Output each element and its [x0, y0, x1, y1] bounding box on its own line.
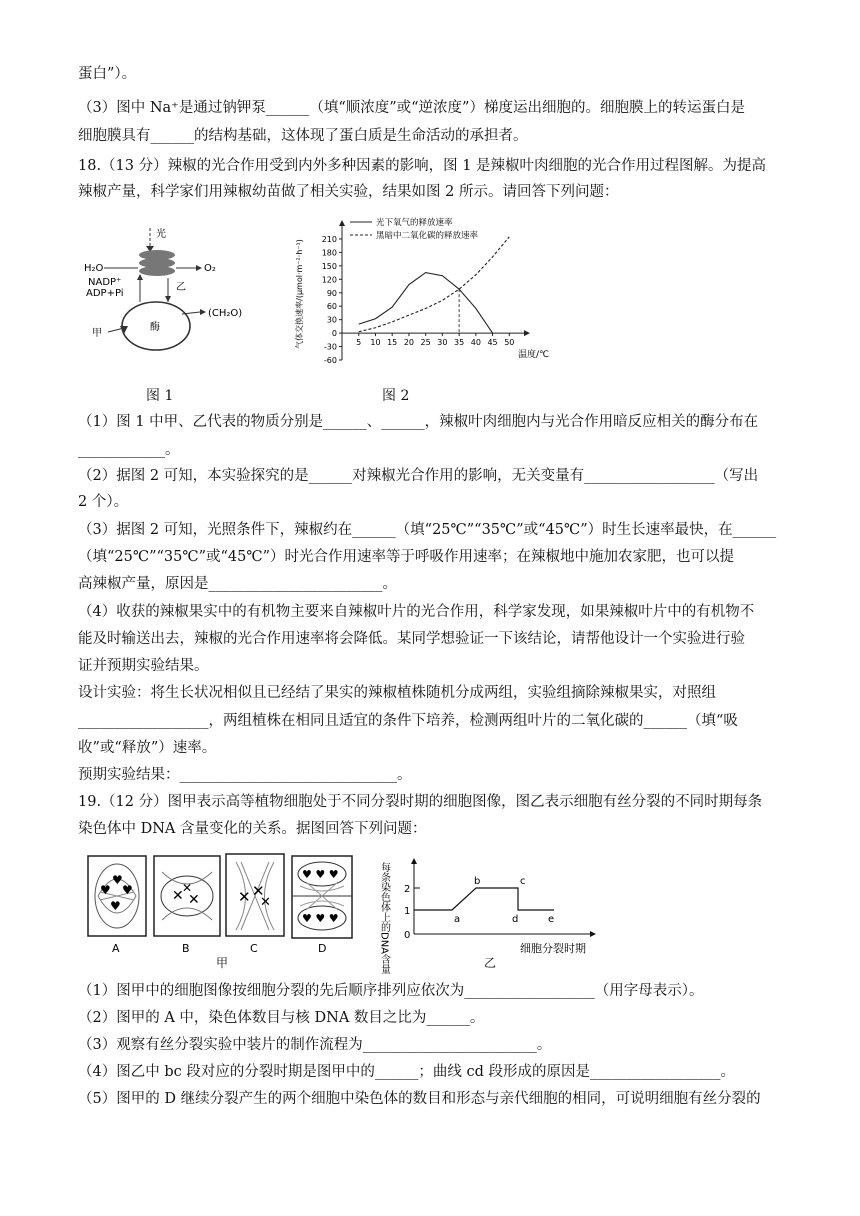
- text-line: ____________。: [78, 442, 180, 458]
- x-tick-label: 20: [403, 338, 415, 348]
- x-tick-label: 5: [356, 338, 362, 348]
- text-line: 2 个）。: [78, 494, 129, 510]
- svg-text:♥ ♥ ♥: ♥ ♥ ♥: [302, 912, 339, 925]
- y-axis-arrow: [339, 220, 345, 226]
- figure-2-caption: 图 2: [382, 388, 410, 404]
- svg-text:♥: ♥: [100, 883, 111, 897]
- x-tick-label: 10: [370, 338, 381, 348]
- y-tick-label: -30: [323, 342, 337, 352]
- fig-yi-point-c: c: [520, 876, 526, 887]
- y-tick-label: 90: [326, 288, 337, 298]
- y-tick-label: 120: [321, 275, 337, 285]
- svg-text:✕: ✕: [182, 881, 193, 895]
- text-line: 染色体中 DNA 含量变化的关系。据图回答下列问题：: [78, 821, 427, 837]
- y-tick-label: 150: [321, 261, 337, 271]
- question-18-header: 18.（13 分）辣椒的光合作用受到内外多种因素的影响，图 1 是辣椒叶肉细胞的光合作用过程图解。为提高: [78, 158, 767, 174]
- figure-1-caption: 图 1: [146, 388, 174, 404]
- y-tick-label: 30: [326, 315, 337, 325]
- y-tick-label: 180: [321, 248, 337, 258]
- text-line: （1）图甲中的细胞图像按细胞分裂的先后顺序排列应依次为__________________（用字母表示）。: [78, 983, 704, 999]
- text-line: （填“25℃”“35℃”或“45℃”）时光合作用速率等于呼吸作用速率；在辣椒地中施加农家肥，也可以提: [78, 549, 734, 565]
- cell-B: [154, 856, 220, 955]
- x-tick-label: 35: [454, 338, 465, 348]
- text-line: __________________，两组植株在相同且适宜的条件下培养，检测两组叶片的二氧化碳的______（填“吸: [78, 713, 738, 729]
- text-line: （4）收获的辣椒果实中的有机物主要来自辣椒叶片的光合作用，科学家发现，如果辣椒叶片中的有机物不: [78, 604, 755, 620]
- text-line: （1）图 1 中甲、乙代表的物质分别是______、______，辣椒叶肉细胞内与光合作用暗反应相关的酶分布在: [78, 414, 759, 430]
- x-axis-arrow: [524, 330, 530, 336]
- cell-A: [88, 856, 146, 955]
- series-line-0: [359, 273, 493, 334]
- cell-D-label: D: [318, 942, 327, 955]
- fig-yi-xlabel: 细胞分裂时期: [520, 942, 586, 955]
- figure-jia-caption: 甲: [216, 956, 229, 970]
- x-tick-label: 30: [437, 338, 448, 348]
- fig1-enzyme-label: 酶: [150, 322, 160, 333]
- cell-D: [292, 856, 352, 955]
- legend-label-1: 黑暗中二氧化碳的释放速率: [376, 231, 479, 241]
- svg-text:✕: ✕: [238, 888, 251, 906]
- legend-label-0: 光下氧气的释放速率: [376, 218, 453, 228]
- svg-text:✕: ✕: [260, 895, 271, 910]
- svg-text:✕: ✕: [172, 888, 184, 904]
- text-line: 证并预期实验结果。: [78, 658, 209, 674]
- text-line: 蛋白”）。: [78, 66, 137, 82]
- x-tick-label: 45: [487, 338, 498, 348]
- x-tick-label: 40: [470, 338, 481, 348]
- x-tick-label: 15: [387, 338, 398, 348]
- text-line: 收”或“释放”）速率。: [78, 740, 217, 756]
- question-19-header: 19.（12 分）图甲表示高等植物细胞处于不同分裂时期的细胞图像，图乙表示细胞有丝分裂的不同时期每条: [78, 794, 763, 810]
- cell-A-label: A: [112, 942, 120, 955]
- text-line: （2）据图 2 可知，本实验探究的是______对辣椒光合作用的影响，无关变量有__________________（写出: [78, 468, 759, 484]
- figure-yi-graph: [378, 852, 610, 975]
- y-tick-label: 0: [331, 329, 337, 339]
- figure-jia-cells: [86, 852, 356, 962]
- fig-yi-ytick-1: 1: [404, 906, 411, 917]
- svg-text:♥ ♥ ♥: ♥ ♥ ♥: [302, 868, 339, 881]
- fig1-light-label: 光: [156, 229, 166, 240]
- text-line: （5）图甲的 D 继续分裂产生的两个细胞中染色体的数目和形态与亲代细胞的相同，可说明细胞有丝分裂的: [78, 1091, 761, 1107]
- text-line: （2）图甲的 A 中，染色体数目与核 DNA 数目之比为______。: [78, 1010, 485, 1026]
- fig-yi-point-e: e: [548, 914, 555, 925]
- cell-C: [226, 854, 284, 955]
- fig-yi-ylabel: 每条染色体上的DNA含量: [378, 862, 390, 975]
- y-tick-label: 60: [326, 302, 337, 312]
- text-line: 预期实验结果：______________________________。: [78, 767, 412, 783]
- fig-yi-point-b: b: [474, 876, 481, 887]
- series-line-1: [359, 237, 510, 332]
- fig-yi-ytick-2: 2: [404, 884, 411, 895]
- figure-yi-caption: 乙: [484, 956, 497, 970]
- y-axis-label: 气体交换速率/(μmol·m⁻²·h⁻¹): [295, 239, 304, 349]
- svg-text:✕: ✕: [188, 892, 200, 908]
- cell-C-label: C: [250, 942, 258, 955]
- y-tick-label: 210: [321, 234, 337, 244]
- text-line: （3）图中 Na⁺是通过钠钾泵______（填“顺浓度”或“逆浓度”）梯度运出细胞的。细胞膜上的转运蛋白是: [78, 100, 745, 116]
- svg-text:✕: ✕: [252, 882, 265, 900]
- fig-yi-point-d: d: [512, 914, 519, 925]
- fig-yi-point-a: a: [454, 914, 461, 925]
- fig1-ch2o-label: (CH₂O): [208, 308, 243, 319]
- cell-B-label: B: [182, 942, 190, 955]
- x-axis-label: 温度/℃: [518, 350, 550, 361]
- y-tick-label: -60: [323, 356, 337, 365]
- fig1-adp-label: ADP+Pi: [86, 288, 124, 299]
- x-tick-label: 25: [420, 338, 431, 348]
- text-line: （3）据图 2 可知，光照条件下，辣椒约在______（填“25℃”“35℃”或“45℃”）时生长速率最快，在______: [78, 522, 777, 538]
- svg-text:♥: ♥: [122, 883, 133, 897]
- svg-text:♥: ♥: [112, 873, 123, 887]
- fig1-nadp-label: NADP⁺: [88, 277, 122, 288]
- text-line: 高辣椒产量，原因是________________________。: [78, 576, 397, 592]
- fig1-h2o-label: H₂O: [84, 263, 104, 274]
- fig1-jia-label: 甲: [92, 328, 102, 339]
- text-line: 能及时输送出去，辣椒的光合作用速率将会降低。某同学想验证一下该结论，请帮他设计一个实验进行验: [78, 631, 745, 647]
- figure-2-chart: [290, 212, 570, 372]
- text-line: 辣椒产量，科学家们用辣椒幼苗做了相关实验，结果如图 2 所示。请回答下列问题：: [78, 184, 619, 200]
- text-line: （4）图乙中 bc 段对应的分裂时期是图甲中的______；曲线 cd 段形成的原因是__________________。: [78, 1064, 735, 1080]
- svg-text:♥: ♥: [110, 899, 121, 913]
- fig-yi-ytick-0: 0: [404, 930, 411, 941]
- fig1-yi-label: 乙: [176, 282, 186, 293]
- figure-1-diagram: [84, 222, 264, 372]
- text-line: 细胞膜具有______的结构基础，这体现了蛋白质是生命活动的承担者。: [78, 128, 528, 144]
- x-tick-label: 50: [504, 338, 515, 348]
- text-line: （3）观察有丝分裂实验中装片的制作流程为________________________。: [78, 1037, 552, 1053]
- text-line: 设计实验：将生长状况相似且已经结了果实的辣椒植株随机分成两组，实验组摘除辣椒果实，对照组: [78, 685, 716, 701]
- fig1-o2-label: O₂: [204, 263, 216, 274]
